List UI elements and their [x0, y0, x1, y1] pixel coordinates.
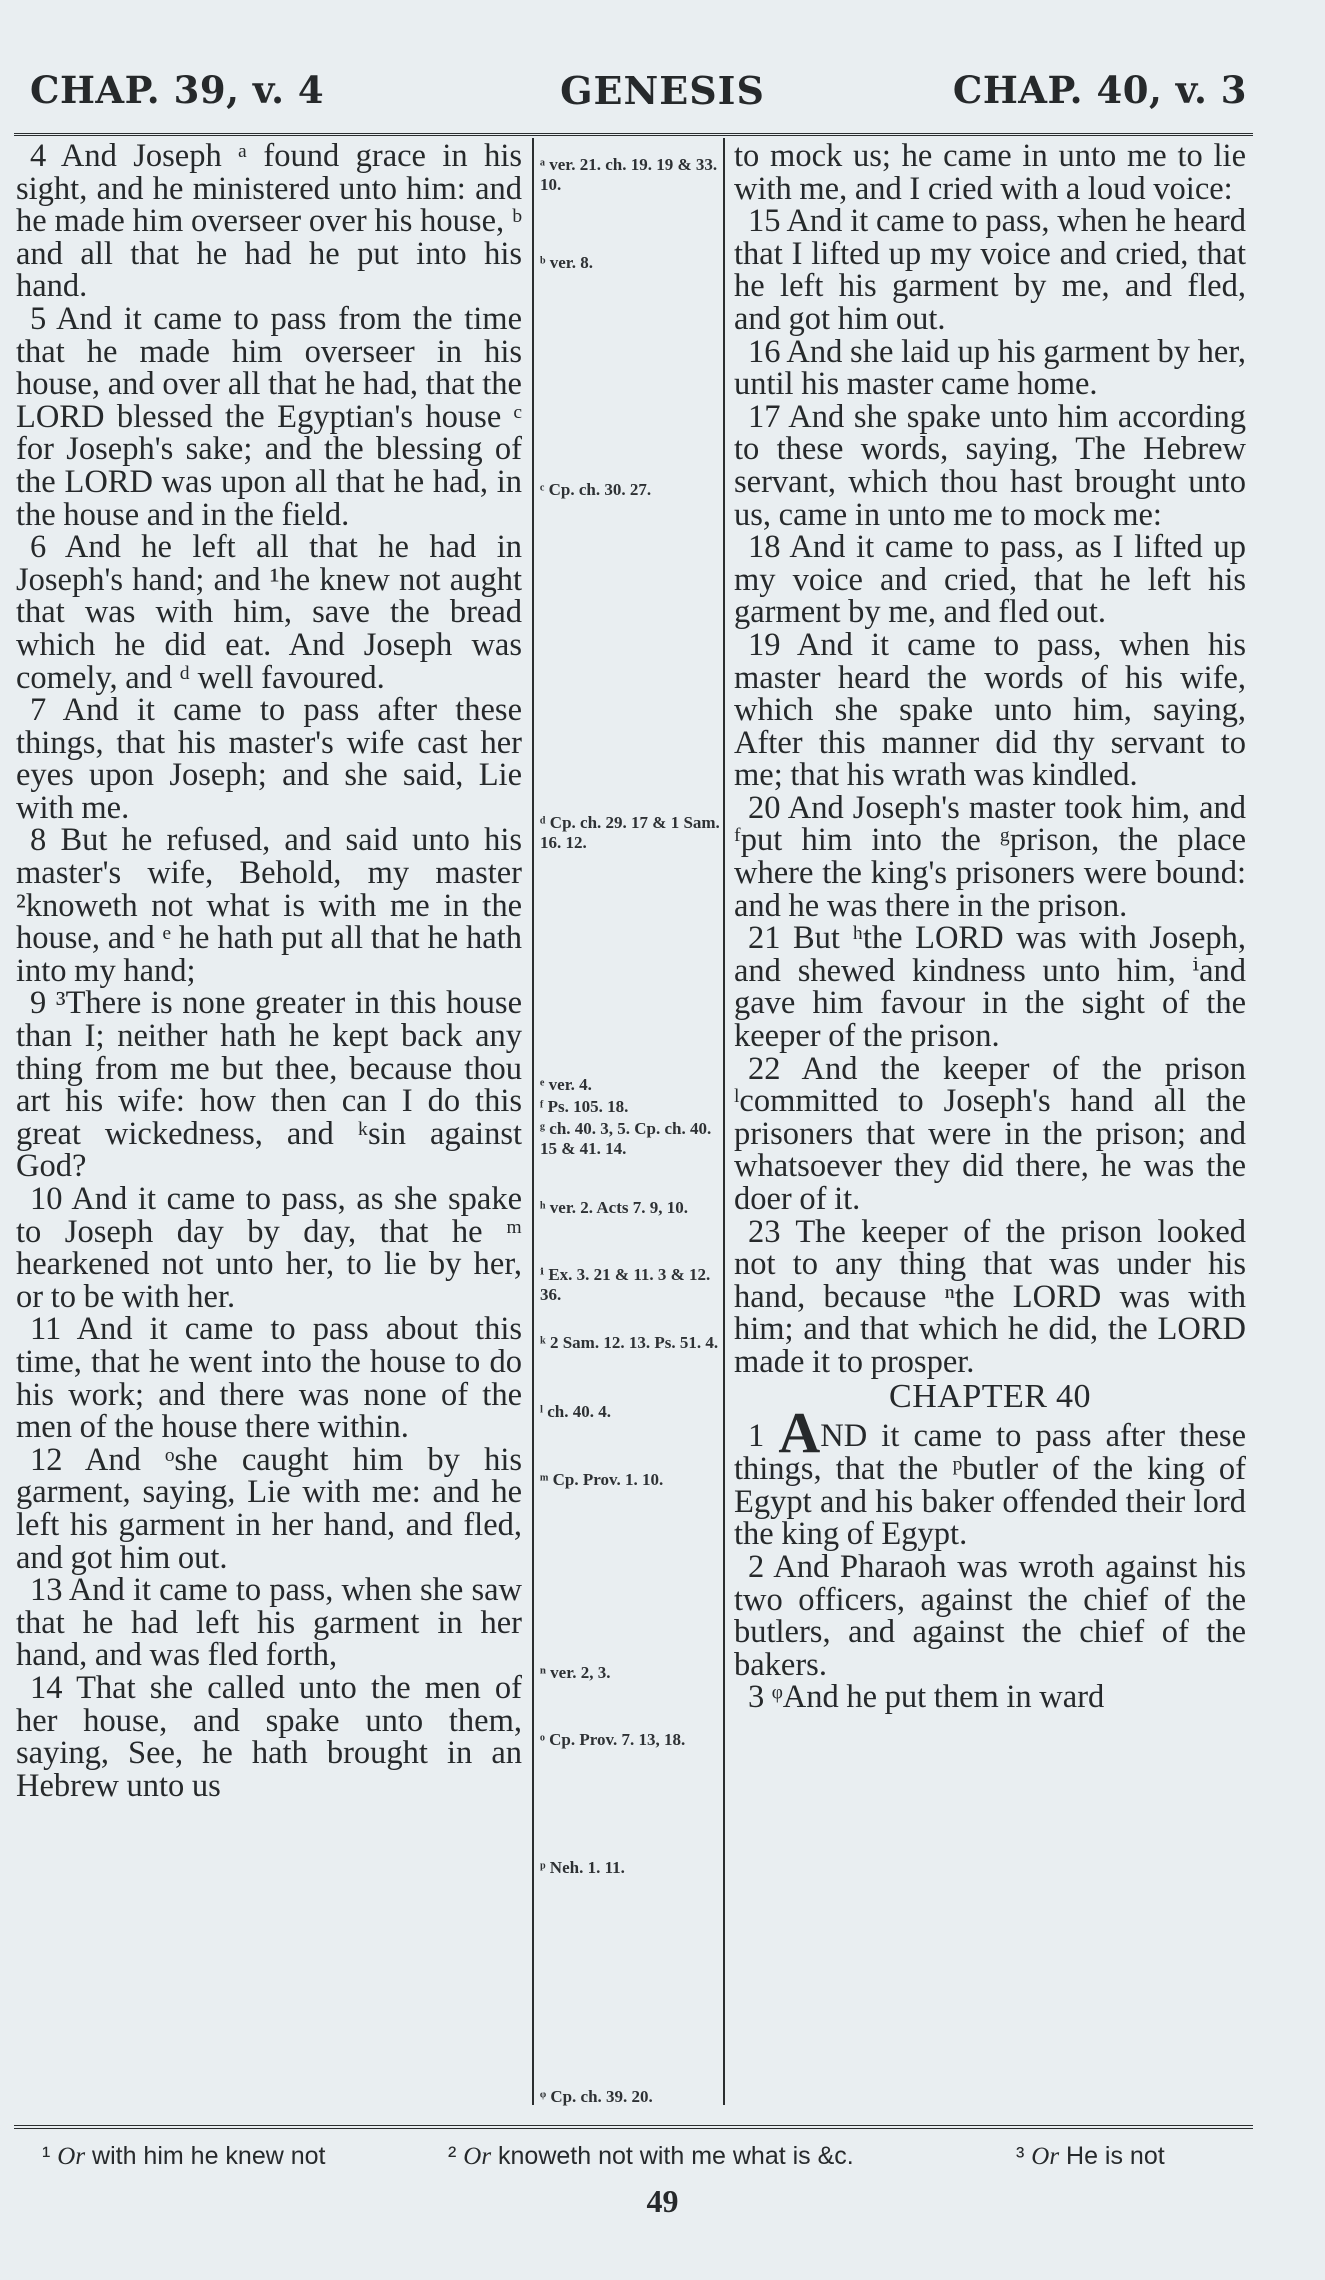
- verse-39-19: 19 And it came to pass, when his master heard the words of his wife, which she spake unto him, saying, After this manner did thy servant to me; that his wrath was kindled.: [734, 626, 1246, 794]
- verse-39-9: 9 ³There is none greater in this house than I; neither hath he kept back any thing from me but thee, because thou art his wife: how then can I do this great wickedness, and ᵏsin against God?: [16, 985, 522, 1185]
- margin-ref: ᵠ Cp. ch. 39. 20.: [540, 2087, 653, 2106]
- left-text-column: [16, 140, 522, 1802]
- column-divider-left: [532, 138, 534, 2105]
- drop-cap: A: [778, 1400, 821, 1466]
- footnote-marker: ¹: [42, 2142, 51, 2170]
- header-rule: [14, 133, 1253, 136]
- margin-ref: ⁱ Ex. 3. 21 & 11. 3 & 12. 36.: [540, 1265, 711, 1304]
- margin-ref: ⁿ ver. 2, 3.: [540, 1663, 611, 1682]
- footnote-or: Or: [57, 2143, 86, 2170]
- margin-ref: ᵈ Cp. ch. 29. 17 & 1 Sam. 16. 12.: [540, 813, 720, 852]
- verse-39-7: 7 And it came to pass after these things, that his master's wife cast her eyes upon Joseph; and she said, Lie with me.: [16, 692, 522, 826]
- margin-ref: ˡ ch. 40. 4.: [540, 1402, 612, 1421]
- right-text-column: [734, 140, 1246, 1714]
- margin-ref: ᶠ Ps. 105. 18.: [540, 1097, 629, 1116]
- verse-39-4: 4 And Joseph ᵃ found grace in his sight, and he ministered unto him: and he made him overseer over his house, ᵇ and all that he had he put into his hand.: [16, 138, 522, 305]
- margin-ref: ᵏ 2 Sam. 12. 13. Ps. 51. 4.: [540, 1333, 719, 1352]
- verse-40-2: 2 And Pharaoh was wroth against his two officers, against the chief of the butlers, and against the chief of the bakers.: [734, 1548, 1246, 1683]
- verse-39-16: 16 And she laid up his garment by her, until his master came home.: [734, 333, 1246, 403]
- margin-ref: ᵖ Neh. 1. 11.: [540, 1858, 625, 1877]
- verse-39-5: 5 And it came to pass from the time that he made him overseer in his house, and over all that he had, that the LORD blessed the Egyptian's house ᶜ for Joseph's sake; and the blessing of the LORD was upon all that he had, in the house and in the field.: [16, 300, 522, 533]
- verse-39-14-continued: to mock us; he came in unto me to lie with me, and I cried with a loud voice:: [734, 138, 1246, 207]
- verse-39-23: 23 The keeper of the prison looked not to any thing that was under his hand, because ⁿthe LORD was with him; and that which he did, the LORD made it to prosper.: [734, 1213, 1246, 1380]
- verse-39-6: 6 And he left all that he had in Joseph's hand; and ¹he knew not aught that was with him, save the bread which he did eat. And Joseph was comely, and ᵈ well favoured.: [16, 529, 522, 696]
- verse-39-13: 13 And it came to pass, when she saw that he had left his garment in her hand, and was fled forth,: [16, 1572, 522, 1674]
- footnote-marker: ²: [448, 2142, 457, 2170]
- verse-39-18: 18 And it came to pass, as I lifted up my voice and cried, that he left his garment by me, and fled out.: [734, 529, 1246, 631]
- margin-ref: ᵇ ver. 8.: [540, 253, 594, 272]
- margin-ref: ʰ ver. 2. Acts 7. 9, 10.: [540, 1198, 688, 1217]
- margin-ref: ᵐ Cp. Prov. 1. 10.: [540, 1470, 664, 1489]
- verse-40-3: 3 ᵠAnd he put them in ward: [748, 1679, 1105, 1716]
- verse-number: 1: [748, 1418, 765, 1455]
- footnote-text: with him he knew not: [92, 2142, 326, 2170]
- margin-ref: ᵃ ver. 21. ch. 19. 19 & 33. 10.: [540, 155, 718, 194]
- margin-ref: ᶜ Cp. ch. 30. 27.: [540, 480, 652, 499]
- footnote-1: [42, 2142, 325, 2171]
- verse-39-14: 14 That she called unto the men of her house, and spake unto them, saying, See, he hath brought in an Hebrew unto us: [16, 1669, 522, 1804]
- footnote-marker: ³: [1016, 2142, 1025, 2170]
- verse-39-22: 22 And the keeper of the prison ˡcommitted to Joseph's hand all the prisoners that were in the prison; and whatsoever they did there, he was the doer of it.: [734, 1050, 1246, 1217]
- verse-39-21: 21 But ʰthe LORD was with Joseph, and shewed kindness unto him, ⁱand gave him favour in the sight of the keeper of the prison.: [734, 920, 1246, 1055]
- column-divider-right: [723, 138, 725, 2105]
- verse-39-11: 11 And it came to pass about this time, that he went into the house to do his work; and there was none of the men of the house there within.: [16, 1311, 522, 1446]
- header-right: CHAP. 40, v. 3: [952, 68, 1247, 112]
- verse-39-15: 15 And it came to pass, when he heard that I lifted up my voice and cried, that he left his garment by me, and fled, and got him out.: [734, 203, 1246, 337]
- footnote-or: Or: [1031, 2143, 1060, 2170]
- verse-39-20: 20 And Joseph's master took him, and ᶠput him into the ᵍprison, the place where the king's prisoners were bound: and he was there in the prison.: [734, 789, 1246, 924]
- header-title: GENESIS: [560, 68, 765, 113]
- footnote-text: knoweth not with me what is &c.: [498, 2142, 854, 2170]
- header-left: CHAP. 39, v. 4: [30, 68, 325, 112]
- page-number: 49: [646, 2183, 679, 2219]
- footnote-rule: [14, 2125, 1253, 2129]
- margin-ref: ᵒ Cp. Prov. 7. 13, 18.: [540, 1730, 686, 1749]
- verse-40-1-text: ND it came to pass after these things, that the ᵖbutler of the king of Egypt and his baker offended their lord the king of Egypt.: [734, 1418, 1247, 1553]
- margin-ref: ᵍ ch. 40. 3, 5. Cp. ch. 40. 15 & 41. 14.: [540, 1119, 712, 1158]
- chapter-heading: CHAPTER 40: [889, 1377, 1091, 1415]
- footnote-3: [1016, 2142, 1165, 2171]
- footnote-2: [448, 2142, 854, 2171]
- verse-39-17: 17 And she spake unto him according to these words, saying, The Hebrew servant, which thou hast brought unto us, came in unto me to mock me:: [734, 398, 1246, 533]
- verse-39-12: 12 And ᵒshe caught him by his garment, saying, Lie with me: and he left his garment in her hand, and fled, and got him out.: [16, 1441, 522, 1576]
- verse-39-10: 10 And it came to pass, as she spake to Joseph day by day, that he ᵐ hearkened not unto her, to lie by her, or to be with her.: [16, 1181, 522, 1315]
- footnote-text: He is not: [1066, 2142, 1165, 2170]
- margin-ref: ᵉ ver. 4.: [540, 1075, 592, 1094]
- verse-39-8: 8 But he refused, and said unto his master's wife, Behold, my master ²knoweth not what is with me in the house, and ᵉ he hath put all that he hath into my hand;: [16, 822, 522, 989]
- running-header: [0, 68, 1325, 128]
- verse-40-1: [734, 1400, 1247, 1553]
- footnote-or: Or: [463, 2143, 492, 2170]
